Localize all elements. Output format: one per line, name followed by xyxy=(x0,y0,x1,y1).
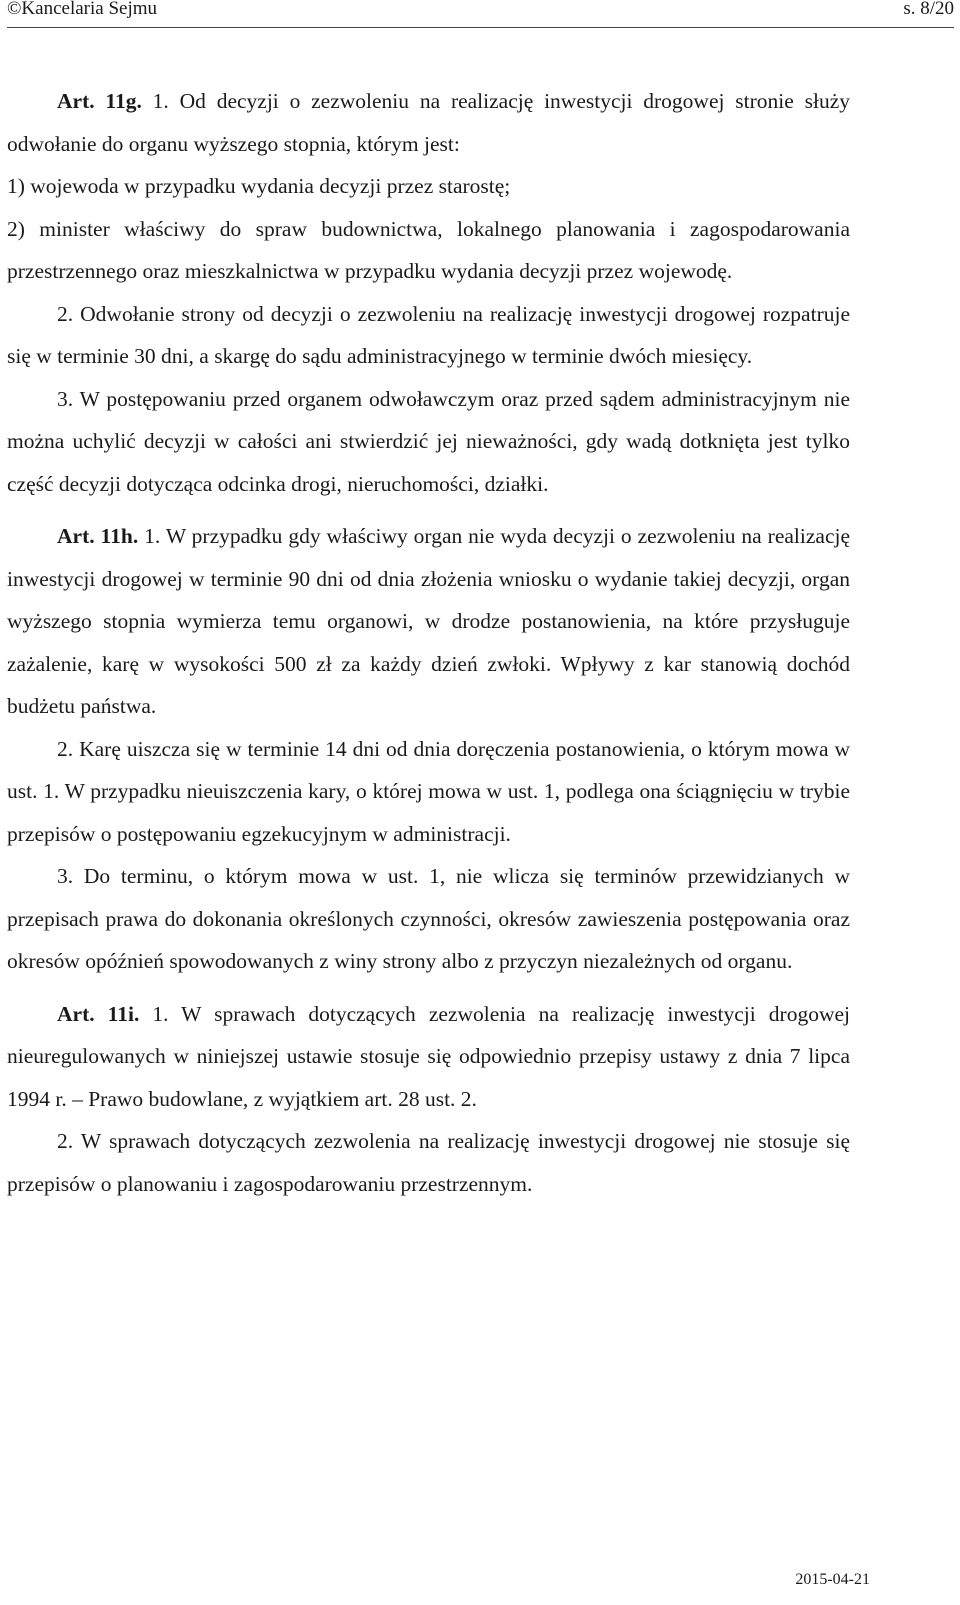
header-source: ©Kancelaria Sejmu xyxy=(7,0,158,19)
art-11g-para-1: Art. 11g. 1. Od decyzji o zezwoleniu na realizację inwestycji drogowej stronie służy odwołanie do organu wyższego stopnia, którym jest: xyxy=(7,89,850,156)
art-11g-item-1: 1) wojewoda w przypadku wydania decyzji przez starostę; xyxy=(7,174,511,198)
document-body xyxy=(7,80,850,1205)
art-11i-para-2: 2. W sprawach dotyczących zezwolenia na realizację inwestycji drogowej nie stosuje się przepisów o planowaniu i zagospodarowaniu przestrzennym. xyxy=(7,1129,850,1196)
art-11g-label: Art. 11g. xyxy=(57,89,142,113)
art-11g-para-3: 3. W postępowaniu przed organem odwoławczym oraz przed sądem administracyjnym nie można uchylić decyzji w całości ani stwierdzić jej nieważności, gdy wadą dotknięta jest tylko część decyzji dotycząca odcinka drogi, nieruchomości, działki. xyxy=(7,386,850,496)
art-11h-label: Art. 11h. xyxy=(57,524,139,548)
header-page-number: s. 8/20 xyxy=(903,0,954,19)
footer-date: 2015-04-21 xyxy=(795,1571,870,1588)
art-11h-para-2: 2. Karę uiszcza się w terminie 14 dni od dnia doręczenia postanowienia, o którym mowa w ust. 1. W przypadku nieuiszczenia kary, o której mowa w ust. 1, podlega ona ściągnięciu w trybie przepisów o postępowaniu egzekucyjnym w administracji. xyxy=(7,736,850,846)
art-11h-para-3: 3. Do terminu, o którym mowa w ust. 1, nie wlicza się terminów przewidzianych w przepisach prawa do dokonania określonych czynności, okresów zawieszenia postępowania oraz okresów opóźnień spowodowanych z winy strony albo z przyczyn niezależnych od organu. xyxy=(7,864,850,973)
art-11i-label: Art. 11i. xyxy=(57,1001,140,1026)
art-11g-item-2: 2) minister właściwy do spraw budownictwa, lokalnego planowania i zagospodarowania przestrzennego oraz mieszkalnictwa w przypadku wydania decyzji przez wojewodę. xyxy=(7,216,850,283)
art-11h-para-1: Art. 11h. 1. W przypadku gdy właściwy organ nie wyda decyzji o zezwoleniu na realizację inwestycji drogowej w terminie 90 dni od dnia złożenia wniosku o wydanie takiej decyzji, organ wyższego stopnia wymierza temu organowi, w drodze postanowienia, na które przysługuje zażalenie, karę w wysokości 500 zł za każdy dzień zwłoki. Wpływy z kar stanowią dochód budżetu państwa. xyxy=(7,524,851,718)
art-11g-para-2: 2. Odwołanie strony od decyzji o zezwoleniu na realizację inwestycji drogowej rozpatruje się w terminie 30 dni, a skargę do sądu administracyjnego w terminie dwóch miesięcy. xyxy=(7,301,850,368)
header-divider xyxy=(7,27,954,28)
art-11i-para-1: Art. 11i. 1. W sprawach dotyczących zezwolenia na realizację inwestycji drogowej nieuregulowanych w niniejszej ustawie stosuje się odpowiednio przepisy ustawy z dnia 7 lipca 1994 r. – Prawo budowlane, z wyjątkiem art. 28 ust. 2. xyxy=(7,1001,850,1111)
